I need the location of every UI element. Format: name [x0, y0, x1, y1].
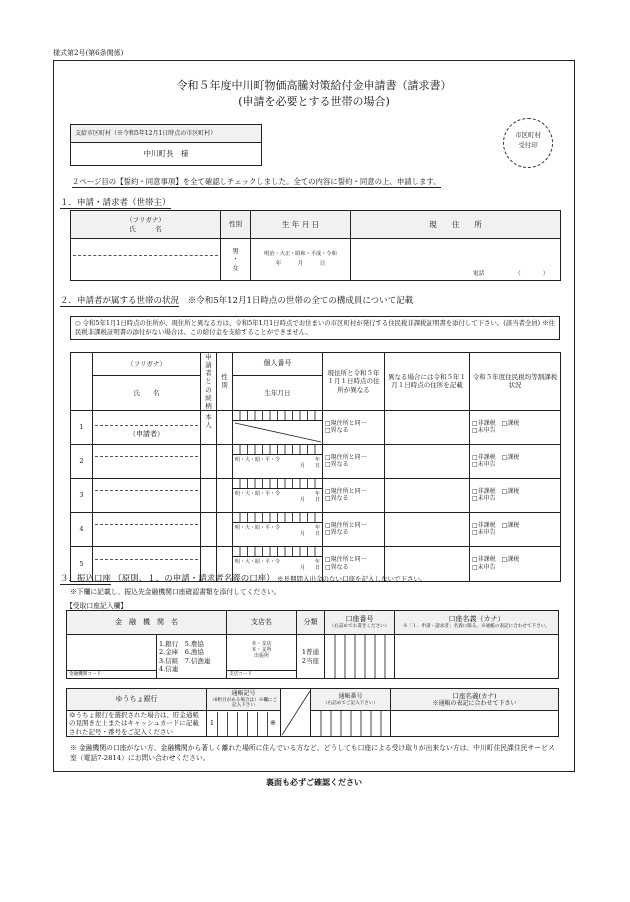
row3-same[interactable]: □現住所と同一 — [325, 487, 367, 495]
kigo-first-digit: 1 — [209, 719, 215, 728]
row3-md: 月 日 — [299, 497, 320, 504]
row1-same[interactable]: □現住所と同一 — [325, 419, 367, 427]
household-table — [70, 352, 561, 582]
row2-sex[interactable] — [217, 444, 233, 478]
bango-header: 通帳番号 — [338, 693, 363, 701]
kigo-header: 通帳記号 — [231, 690, 256, 698]
row5-same[interactable]: □現住所と同一 — [325, 556, 367, 564]
receive-label: 【受取口座記入欄】 — [66, 602, 128, 610]
row1-sex[interactable] — [217, 410, 233, 444]
row3-tax[interactable]: □非課税 □課税 — [472, 487, 520, 495]
section1-title: １．申請・請求者（世帯主） — [60, 198, 171, 208]
section3-note1: ※長期間入出金のない口座を記入しないで下さい。 — [277, 575, 427, 583]
account-holder-input[interactable] — [395, 635, 559, 679]
row2-year: 年 — [314, 456, 320, 463]
row3-old-address[interactable] — [385, 478, 470, 512]
row4-id-boxes[interactable] — [233, 513, 322, 523]
row2-md: 月 日 — [299, 463, 320, 470]
sec2-dob-header: 生年月日 — [233, 375, 323, 410]
sec1-name-input[interactable] — [73, 256, 218, 278]
row2-tax[interactable]: □非課税 □課税 — [472, 453, 520, 461]
branch-types[interactable]: 本・支店 本・支所 出張所 — [251, 640, 272, 659]
sec1-address-header: 現 住 所 — [351, 211, 561, 239]
row-number: 2 — [71, 444, 93, 478]
recipient-name: 中川町長 様 — [143, 149, 189, 158]
sec1-eras[interactable]: 明治・大正・昭和・平成・令和 — [264, 250, 337, 257]
row-number: 1 — [71, 410, 93, 444]
bango-sub: （右詰めでご記入下さい） — [322, 700, 379, 706]
branch-header: 支店名 — [227, 611, 297, 635]
holder-sub: ※「１．申請・請求者」名義に限る。※通帳の表記に合わせて下さい。 — [402, 624, 550, 630]
holder-header: 口座名義（カナ） — [448, 615, 505, 624]
row1-id-boxes[interactable] — [233, 411, 322, 421]
sec2-name-header: 氏 名 — [93, 375, 201, 410]
row5-tax[interactable]: □非課税 □課税 — [472, 556, 520, 564]
row3-year: 年 — [314, 490, 320, 497]
row1-relation: 本人 — [201, 410, 217, 444]
form-title: 令和５年度中川町物価高騰対策給付金申請書（請求書） — [176, 79, 452, 92]
row-number: 4 — [71, 512, 93, 546]
row4-name-input[interactable] — [95, 525, 198, 543]
row1-applicant: （申請者） — [129, 430, 164, 438]
row1-diff[interactable]: □異なる — [325, 427, 349, 435]
row3-diff[interactable]: □異なる — [325, 495, 349, 503]
row4-diff[interactable]: □異なる — [325, 529, 349, 537]
yucho-strike — [281, 690, 311, 736]
section3-title-text: ３．振込口座 — [60, 574, 112, 584]
row3-notfiled[interactable]: □未申告 — [472, 495, 496, 503]
class-header: 分類 — [297, 611, 325, 635]
section2-title — [60, 294, 413, 306]
bank-table — [66, 610, 559, 679]
bank-name-input[interactable] — [67, 638, 156, 670]
row3-eras[interactable]: 明・大・昭・平・令 — [235, 490, 281, 497]
sec2-furigana-header: （フリガナ） — [93, 353, 201, 376]
row3-furigana-input[interactable] — [95, 481, 198, 491]
stamp-line1: 市区町村 — [515, 131, 541, 139]
sec1-ymd: 年 月 日 — [275, 261, 326, 268]
applicant-table — [70, 210, 561, 281]
back-page-note: 裏面も必ずご確認ください — [266, 777, 362, 787]
row4-notfiled[interactable]: □未申告 — [472, 529, 496, 537]
recipient-box — [70, 124, 262, 166]
form-subtitle: (申請を必要とする世帯の場合) — [238, 95, 390, 108]
row5-diff[interactable]: □異なる — [325, 563, 349, 571]
pledge-text: ２ページ目の【誓約・同意事項】を全て確認しチェックしました。全ての内容に誓約・同意の上、申請します。 — [72, 177, 441, 186]
row-number: 3 — [71, 478, 93, 512]
row3-name-input[interactable] — [95, 491, 198, 509]
row2-same[interactable]: □現住所と同一 — [325, 453, 367, 461]
account-class[interactable]: 1普通 2当座 — [297, 635, 325, 679]
row2-old-address[interactable] — [385, 444, 470, 478]
sec1-dob-header: 生 年 月 日 — [251, 211, 351, 239]
stamp-line2: 受付印 — [518, 141, 538, 150]
form-number: 様式第2号(第6条関係) — [53, 49, 124, 57]
row4-same[interactable]: □現住所と同一 — [325, 521, 367, 529]
row2-furigana-input[interactable] — [95, 447, 198, 457]
sec1-phone[interactable]: 電話 （ ） — [473, 271, 549, 278]
section2-note: ※令和5年12月1日時点の世帯の全ての構成員について記載 — [187, 296, 414, 306]
section3-title — [60, 572, 427, 584]
yucho-table — [66, 688, 559, 737]
y-holder-sub: ※通帳の表記に合わせて下さい — [432, 699, 517, 707]
acct-sub: （右詰めでお書きください） — [329, 624, 390, 630]
sec2-notice: ○ 令和5年1月1日時点の住所が、現住所と異なる方は、令和5年1月1日時点でお住まいの市区町村が発行する住民税非課税証明書を添付して下さい。(該当者全員) ※住民税非課税証明書の添付がない場合は、この給付金を支給することができません。 — [70, 316, 560, 340]
row2-eras[interactable]: 明・大・昭・平・令 — [235, 456, 281, 463]
kigo-sub: （6桁目がある場合は）※欄にご記入下さい — [209, 697, 278, 709]
bango-boxes[interactable] — [311, 711, 391, 737]
sec2-id-header: 個人番号 — [233, 353, 323, 376]
row5-notfiled[interactable]: □未申告 — [472, 563, 496, 571]
row3-relation[interactable] — [201, 478, 217, 512]
row4-tax[interactable]: □非課税 □課税 — [472, 521, 520, 529]
sec1-name-header: 氏 名 — [129, 224, 162, 233]
row5-year: 年 — [314, 558, 320, 565]
yucho-note: ゆうちょ銀行を選択された場合は、貯金通帳の見開き左上またはキャッシュカードに記載された記号・番号をご記入ください — [67, 711, 207, 737]
y-holder-header: 口座名義(カナ) — [452, 691, 497, 700]
sec2-address-header: 現住所と令和５年１月１日時点の住所が異なる — [323, 353, 385, 411]
row1-old-address[interactable] — [385, 410, 470, 444]
y-holder-input[interactable] — [391, 711, 559, 737]
bank-types[interactable]: 1.銀行 5.農協 2.金庫 6.漁協 3.信組 7.信漁連 4.信連 — [157, 635, 227, 679]
row4-year: 年 — [314, 524, 320, 531]
sec1-furigana-header: （フリガナ） — [126, 216, 165, 225]
row1-tax[interactable]: □非課税 □課税 — [472, 419, 520, 427]
branch-code[interactable]: 支店コード — [227, 670, 296, 678]
row5-md: 月 日 — [299, 565, 320, 572]
yucho-label: ゆうちょ銀行 — [67, 689, 207, 711]
sec3-footnote: ※ 金融機関の口座がない方、金融機関から著しく離れた場所に住んでいる方など、どうしても口座による受け取りが出来ない方は、中川町住民課住民サービス室（電話7-2814）にお問い合わせください。 — [70, 744, 555, 763]
kigo-kome: ※ — [270, 719, 276, 728]
row2-diff[interactable]: □異なる — [325, 461, 349, 469]
bank-name-header: 金 融 機 関 名 — [67, 611, 227, 635]
sec1-sex-options[interactable]: 男 ・ 女 — [221, 239, 251, 281]
row2-name-input[interactable] — [95, 457, 198, 475]
row2-relation[interactable] — [201, 444, 217, 478]
row3-sex[interactable] — [217, 478, 233, 512]
row5-eras[interactable]: 明・大・昭・平・令 — [235, 558, 281, 565]
recipient-header: 支給市区町村（※令和5年12月1日時点の市区町村） — [71, 125, 261, 143]
row2-notfiled[interactable]: □未申告 — [472, 461, 496, 469]
sec2-relation-header: 申請者との続柄 — [201, 353, 217, 411]
row4-md: 月 日 — [299, 531, 320, 538]
sec2-tax-header: 令和５年度住民税均等割課税状況 — [470, 353, 561, 411]
row2-id-boxes[interactable] — [233, 445, 322, 455]
sec2-sex-header: 性別 — [217, 353, 233, 411]
reception-stamp — [503, 118, 553, 168]
kigo-boxes[interactable] — [217, 712, 270, 736]
sec1-furigana-input[interactable] — [73, 242, 218, 256]
acct-header: 口座番号 — [345, 615, 374, 624]
bank-code[interactable]: 金融機関コード — [67, 670, 156, 678]
row1-notfiled[interactable]: □未申告 — [472, 427, 496, 435]
row4-furigana-input[interactable] — [95, 515, 198, 525]
row1-dob-strike — [233, 421, 323, 444]
row4-sex[interactable] — [217, 512, 233, 546]
row4-relation[interactable] — [201, 512, 217, 546]
row4-old-address[interactable] — [385, 512, 470, 546]
section2-title-text: ２．申請者が属する世帯の状況 — [60, 296, 180, 306]
row-number: 5 — [71, 546, 93, 581]
section3-note2: ※下欄に記載し、振込先金融機関口座確認書類を添付してください。 — [70, 588, 281, 596]
section3-title-sub: （原則、１．の申請・請求者名義の口座） — [113, 574, 275, 584]
sec2-diff-header: 異なる場合には令和５年１月１日時点の住所を記載 — [385, 353, 470, 411]
sec1-sex-header: 性別 — [221, 211, 251, 239]
row5-id-boxes[interactable] — [233, 547, 322, 557]
row5-furigana-input[interactable] — [95, 550, 198, 560]
sec1-address-input[interactable] — [353, 247, 558, 271]
account-number-boxes[interactable] — [325, 635, 395, 679]
row1-furigana-input[interactable] — [95, 416, 198, 426]
row4-eras[interactable]: 明・大・昭・平・令 — [235, 524, 281, 531]
row3-id-boxes[interactable] — [233, 479, 322, 489]
